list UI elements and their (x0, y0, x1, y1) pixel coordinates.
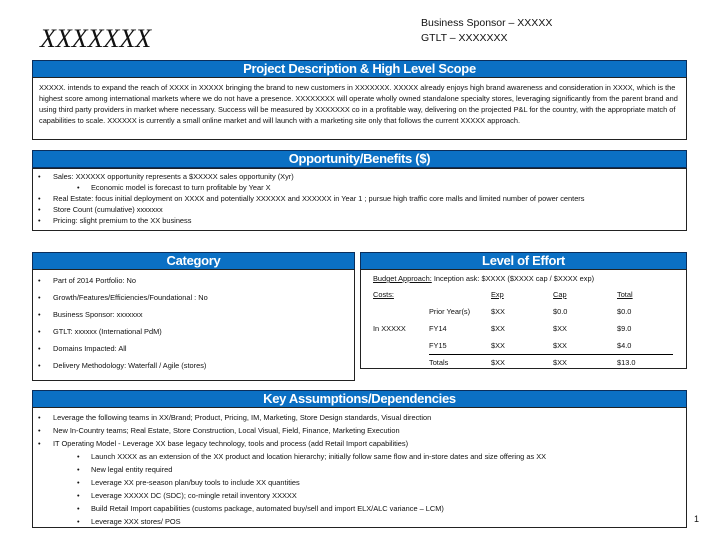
row-label: Prior Year(s) (429, 307, 471, 316)
business-sponsor: Business Sponsor – XXXXX (421, 17, 553, 29)
cell: $XX (491, 324, 505, 333)
list-item: • Leverage XXXXX DC (SDC); co-mingle retail inventory XXXXX (33, 489, 686, 502)
category-box (32, 269, 355, 381)
document-title: XXXXXXX (40, 24, 152, 53)
table-row (373, 303, 673, 320)
cell: $XX (553, 354, 617, 371)
cell: $4.0 (617, 340, 632, 350)
list-item: • Real Estate: focus initial deployment on XXXX and potentially XXXXXX and XXXXXX in Year 1 ; pursue high traffic core malls and limited number of power centers (33, 193, 686, 204)
table-row (373, 337, 673, 354)
gtlt: GTLT – XXXXXXX (421, 32, 508, 44)
list-item: • Leverage XX pre-season plan/buy tools to include XX quantities (33, 476, 686, 489)
list-item: • Build Retail Import capabilities (customs package, automated buy/sell and import ELX/ALC variance – LCM) (33, 502, 686, 515)
cell: $0.0 (553, 307, 568, 316)
list-item: • Growth/Features/Efficiencies/Foundational : No (33, 292, 354, 303)
opportunity-box (32, 168, 687, 231)
budget-text: Inception ask: $XXXX ($XXXX cap / $XXXX exp) (431, 274, 595, 283)
project-description: XXXXX. intends to expand the reach of XXXX in XXXXX bringing the brand to new customers in XXXXXXX. XXXXX already enjoys high brand awareness and consideration in XXXX, which is the highest score among international markets where we do not have a presence. XXXXXXXX will operate wholly owned standalone specialty stores, leveraging significantly from the parent brand and using third party providers in market where necessary. Success will be measured by XXXXXXX co in a profitable way, delivering on the projected P&L for the country, with the appropriate match of capabilities to scale. XXXXXX is currently a small online market and will launch with a marketing site only that follows the current XXXXX approach. (32, 77, 687, 140)
effort-header: Level of Effort (360, 252, 687, 270)
opportunity-header: Opportunity/Benefits ($) (32, 150, 687, 168)
list-item: • Part of 2014 Portfolio: No (33, 275, 354, 286)
cell: $13.0 (617, 354, 673, 371)
sponsor-info (421, 16, 552, 46)
effort-box (360, 269, 687, 369)
list-item: • New In-Country teams; Real Estate, Store Construction, Local Visual, Field, Finance, Marketing Execution (33, 424, 686, 437)
column-header: Total (617, 290, 633, 299)
column-header: Exp (491, 290, 504, 299)
cell: $XX (553, 340, 567, 350)
budget-label: Budget Approach: (373, 274, 432, 283)
list-item: • Pricing: slight premium to the XX business (33, 215, 686, 226)
row-label: FY15 (429, 340, 447, 350)
cost-table (373, 286, 673, 371)
cell: $XX (491, 354, 553, 371)
assumptions-box (32, 407, 687, 528)
cell: $9.0 (617, 324, 632, 333)
cell: $0.0 (617, 307, 632, 316)
category-header: Category (32, 252, 355, 270)
table-row (373, 320, 673, 337)
cell: $XX (553, 324, 567, 333)
list-item: • New legal entity required (33, 463, 686, 476)
costs-label: Costs: (373, 290, 394, 299)
column-header: Cap (553, 290, 567, 299)
list-item: • Delivery Methodology: Waterfall / Agile (stores) (33, 360, 354, 371)
assumptions-header: Key Assumptions/Dependencies (32, 390, 687, 408)
list-item: • GTLT: xxxxxx (International PdM) (33, 326, 354, 337)
list-item: • Business Sponsor: xxxxxxx (33, 309, 354, 320)
list-item: • Sales: XXXXXX opportunity represents a $XXXXX sales opportunity (Xyr) (33, 171, 686, 182)
in-label: In XXXXX (373, 324, 406, 333)
list-item: • Economic model is forecast to turn profitable by Year X (33, 182, 686, 193)
project-header: Project Description & High Level Scope (32, 60, 687, 78)
list-item: • Store Count (cumulative) xxxxxxx (33, 204, 686, 215)
row-label: FY14 (429, 324, 447, 333)
table-row (373, 354, 673, 371)
page-number: 1 (694, 514, 700, 524)
list-item: • Domains Impacted: All (33, 343, 354, 354)
list-item: • Leverage XXX stores/ POS (33, 515, 686, 528)
list-item: • Leverage the following teams in XX/Brand; Product, Pricing, IM, Marketing, Store Design standards, Visual direction (33, 411, 686, 424)
list-item: • IT Operating Model - Leverage XX base legacy technology, tools and process (add Retail Import capabilities) (33, 437, 686, 450)
list-item: • Launch XXXX as an extension of the XX product and location hierarchy; initially follow same flow and in-store dates and size offering as XX (33, 450, 686, 463)
row-label: Totals (429, 354, 491, 371)
cell: $XX (491, 340, 505, 350)
cell: $XX (491, 307, 505, 316)
